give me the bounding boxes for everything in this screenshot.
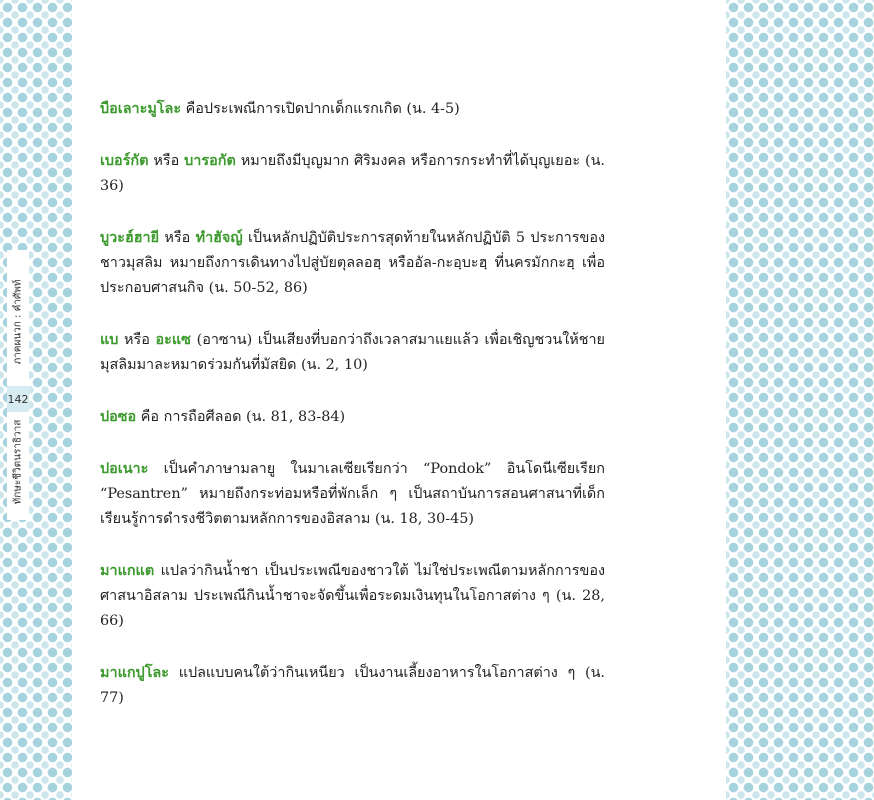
running-head-section: ภาคผนวก : คำศัพท์ [12,279,24,365]
glossary-term-alt: อะแซ [155,331,191,348]
running-head-book-title: ทักษะชีวิตนราธิวาส [12,419,24,505]
glossary-term: ปอซอ [100,408,137,425]
glossary-term: มาแกแต [100,562,155,579]
glossary-entry [100,148,605,199]
glossary-term: ปอเนาะ [100,460,149,477]
glossary-term: มาแกปูโละ [100,664,169,681]
glossary-term: แบ [100,331,119,348]
glossary-entry [100,96,605,122]
glossary-entry [100,404,605,430]
glossary-definition: คือ การถือศีลอด (น. 81, 83-84) [136,409,346,425]
right-pattern-border [726,0,874,800]
glossary-definition: เป็นหลักปฏิบัติประการสุดท้ายในหลักปฏิบัติ 5 ประการของชาวมุสลิม หมายถึงการเดินทางไปสู่บัยตุลลอฮฺ หรืออัล-กะอฺบะฮฺ ที่นครมักกะฮฺ เพื่อประกอบศาสนกิจ (น. 50-52, 86) [100,230,606,296]
page-number: 142 [7,386,29,412]
glossary-entry [100,660,605,711]
glossary-term: เบอร์กัต [100,152,149,169]
glossary-term: บูวะฮ์ฮายี [100,229,160,246]
glossary-term-alt: บารอกัต [184,152,236,169]
glossary-connector: หรือ [118,332,156,348]
glossary-definition: คือประเพณีการเปิดปากเด็กแรกเกิด (น. 4-5) [181,101,460,117]
glossary-definition: แปลแบบคนใต้ว่ากินเหนียว เป็นงานเลี้ยงอาหารในโอกาสต่าง ๆ (น. 77) [100,665,605,706]
glossary-definition: เป็นคำภาษามลายู ในมาเลเซียเรียกว่า “Pondok” อินโดนีเซียเรียก “Pesantren” หมายถึงกระท่อมหรือที่พักเล็ก ๆ เป็นสถาบันการสอนศาสนาที่เด็กเรียนรู้การดำรงชีวิตตามหลักการของอิสลาม (น. 18, 30-45) [100,461,605,527]
glossary-entry [100,225,605,301]
glossary-connector: หรือ [148,153,185,169]
glossary-term-alt: ทำฮัจญ์ [195,229,243,246]
glossary-connector: หรือ [159,230,196,246]
glossary-entry [100,558,605,634]
glossary-entry [100,327,605,378]
glossary-definition: (อาซาน) เป็นเสียงที่บอกว่าถึงเวลาสมาแยแล้ว เพื่อเชิญชวนให้ชายมุสลิมมาละหมาดร่วมกันที่มัสยิด (น. 2, 10) [100,332,605,373]
glossary-content [100,96,605,737]
glossary-entry [100,456,605,532]
glossary-definition: หมายถึงมีบุญมาก ศิริมงคล หรือการกระทำที่ได้บุญเยอะ (น. 36) [100,153,606,194]
glossary-term: บือเลาะมูโละ [100,100,182,117]
glossary-definition: แปลว่ากินน้ำชา เป็นประเพณีของชาวใต้ ไม่ใช่ประเพณีตามหลักการของศาสนาอิสลาม ประเพณีกินน้ำชาจะจัดขึ้นเพื่อระดมเงินทุนในโอกาสต่าง ๆ (น. 28, 66) [100,563,605,629]
